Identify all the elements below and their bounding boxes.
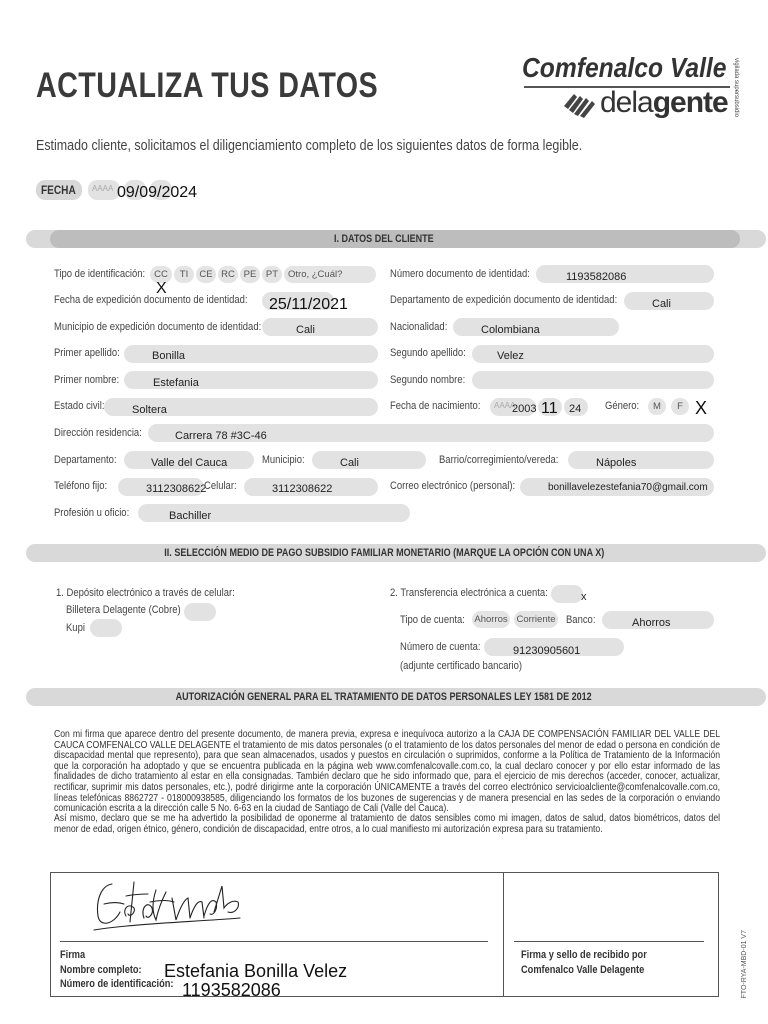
birth-day-value: 24	[569, 403, 582, 415]
id-type-label: Tipo de identificación:	[54, 268, 146, 280]
exp-city-label: Municipio de expedición documento de identidad:	[54, 321, 262, 333]
gender-m[interactable]: M	[648, 398, 666, 415]
birth-year-placeholder: AAAA	[494, 401, 516, 410]
legal-paragraph-2: Así mismo, declaro que se me ha advertido la posibilidad de oponerme al tratamiento de datos sensibles como mi imagen, datos de salud, datos biométricos, datos del menor de edad, origen étnico, género, condición de discapacidad, entre otros, a lo cual manifiesto mi autorización expresa para su tratamiento.	[54, 813, 721, 835]
fullname-value: Estefania Bonilla Velez	[164, 961, 348, 981]
signature-divider	[503, 872, 504, 996]
nationality-label: Nacionalidad:	[390, 321, 448, 333]
email-value: bonillavelezestefania70@gmail.com	[548, 482, 708, 493]
id-type-ce[interactable]: CE	[196, 266, 216, 283]
id-type-rc[interactable]: RC	[218, 266, 238, 283]
surname1-label: Primer apellido:	[54, 347, 120, 359]
id-number-label: Número de identificación:	[60, 978, 174, 990]
exp-date-value: 25/11/2021	[269, 296, 348, 313]
fecha-value: 09/09/2024	[117, 184, 198, 201]
birth-year-value: 2003	[512, 403, 537, 415]
fecha-label: FECHA	[41, 183, 76, 197]
barrio-field[interactable]	[568, 451, 714, 469]
intro-text: Estimado cliente, solicitamos el diligenciamiento completo de los siguientes datos de forma legible.	[36, 138, 583, 154]
surname1-value: Bonilla	[152, 350, 186, 362]
section1-title: I. DATOS DEL CLIENTE	[334, 233, 434, 245]
id-type-other[interactable]: Otro, ¿Cuál?	[284, 266, 376, 283]
account-number-label: Número de cuenta:	[400, 641, 481, 653]
name1-value: Estefania	[153, 377, 199, 389]
opt2-label: 2. Transferencia electrónica a cuenta:	[390, 587, 548, 599]
fullname-label: Nombre completo:	[60, 964, 142, 976]
bank-label: Banco:	[566, 614, 596, 626]
surname2-label: Segundo apellido:	[390, 347, 466, 359]
dept-label: Departamento:	[54, 454, 117, 466]
nationality-value: Colombiana	[481, 324, 540, 336]
opt1-kupi-check[interactable]	[90, 619, 122, 637]
gender-label: Género:	[605, 400, 640, 412]
account-type-label: Tipo de cuenta:	[400, 614, 465, 626]
name2-label: Segundo nombre:	[390, 374, 466, 386]
address-label: Dirección residencia:	[54, 427, 142, 439]
brand-subtitle	[600, 86, 728, 120]
opt2-check[interactable]	[551, 585, 583, 603]
mobile-value: 3112308622	[272, 483, 333, 495]
brand-logo-icon	[562, 88, 598, 123]
id-type-mark: X	[156, 280, 167, 297]
birth-label: Fecha de nacimiento:	[390, 400, 481, 412]
id-type-pe[interactable]: PE	[240, 266, 260, 283]
name2-field[interactable]	[472, 371, 714, 389]
legal-paragraph-1: Con mi firma que aparece dentro del presente documento, de manera previa, expresa e inequívoca autorizo a la CAJA DE COMPENSACIÓN FAMILIAR DEL VALLE DEL CAUCA COMFENALCO VALLE DELAGENTE el tratamiento de mis datos personales (o el tratamiento de los datos personales del menor de edad o persona en condición de discapacidad mental que represento), para que sean almacenados, usados y puestos en circulación o suprimidos, conforme a la Política de Tratamiento de la Información que la corporación ha adoptado y que se encuentra publicada en la página web www.comfenalcovalle.com.co, la cual declaro conocer y por ello estar informado de las finalidades de dicho tratamiento al estar en ella consignadas. También declaro que he sido informado que, para el ejercicio de mis derechos (acceder, conocer, actualizar, rectificar, suprimir mis datos personales, etc.), podré dirigirme ante la corporación ÚNICAMENTE a través del correo electrónico servicioalcliente@comfenalcovalle.com.co, líneas telefónicas 8862727 - 018000938585, diligenciando los formatos de los buzones de sugerencias y de manera presencial en las sedes de la corporación o enviando comunicación escrita a la dirección calle 5 No. 6-63 en la ciudad de Santiago de Cali (Valle del Cauca).	[54, 729, 721, 815]
opt1-kupi-label: Kupi	[66, 622, 85, 634]
stamp-label-1: Firma y sello de recibido por	[521, 949, 647, 961]
profession-label: Profesión u oficio:	[54, 507, 130, 519]
section3-title: AUTORIZACIÓN GENERAL PARA EL TRATAMIENTO DE DATOS PERSONALES LEY 1581 DE 2012	[175, 691, 592, 703]
brand-vertical-tag: vigilada supersubsidio	[733, 58, 739, 118]
firma-label: Firma	[60, 949, 86, 961]
city-value: Cali	[340, 457, 359, 469]
id-type-pt[interactable]: PT	[262, 266, 282, 283]
section2-title: II. SELECCIÓN MEDIO DE PAGO SUBSIDIO FAMILIAR MONETARIO (MARQUE LA OPCIÓN CON UNA X)	[163, 547, 604, 559]
stamp-line	[514, 941, 704, 942]
opt1-wallet-label: Billetera Delagente (Cobre)	[66, 604, 181, 616]
exp-dept-label: Departamento de expedición documento de identidad:	[390, 294, 618, 306]
civil-value: Soltera	[132, 404, 167, 416]
email-label: Correo electrónico (personal):	[390, 480, 516, 492]
opt2-mark: x	[581, 591, 587, 603]
exp-city-value: Cali	[296, 324, 315, 336]
bank-value: Ahorros	[632, 617, 671, 629]
brand-name: Comfenalco Valle	[522, 52, 727, 83]
dept-value: Valle del Cauca	[151, 457, 228, 469]
city-field[interactable]	[312, 451, 426, 469]
brand-sub-bold: gente	[652, 86, 728, 119]
gender-mark: X	[695, 398, 708, 418]
brand-sub-light: dela	[600, 86, 653, 119]
exp-dept-value: Cali	[652, 298, 671, 310]
signature-image-icon	[90, 872, 250, 947]
account-type-corriente[interactable]: Corriente	[514, 611, 558, 628]
surname2-value: Velez	[497, 350, 524, 362]
exp-city-field[interactable]	[262, 318, 378, 336]
city-label: Municipio:	[262, 454, 305, 466]
phone-value: 3112308622	[146, 483, 207, 495]
profession-value: Bachiller	[169, 510, 212, 522]
account-number-value: 91230905601	[513, 645, 581, 657]
phone-label: Teléfono fijo:	[54, 480, 108, 492]
name1-label: Primer nombre:	[54, 374, 120, 386]
gender-f[interactable]: F	[671, 398, 689, 415]
form-code: FTO-RYA-MBD-01 V7	[741, 930, 748, 999]
id-type-ti[interactable]: TI	[174, 266, 194, 283]
id-number-value: 1193582086	[182, 980, 281, 1000]
id-type-cc[interactable]: CC	[150, 266, 172, 283]
address-value: Carrera 78 #3C-46	[175, 430, 267, 442]
opt1-label: 1. Depósito electrónico a través de celular:	[56, 587, 235, 599]
signature-line	[60, 941, 488, 942]
page-title: ACTUALIZA TUS DATOS	[36, 66, 379, 105]
barrio-label: Barrio/corregimiento/vereda:	[439, 454, 559, 466]
fecha-year-placeholder: AAAA	[92, 184, 114, 193]
doc-number-label: Número documento de identidad:	[390, 268, 530, 280]
attach-note: (adjunte certificado bancario)	[400, 660, 522, 672]
opt1-wallet-check[interactable]	[184, 603, 216, 621]
exp-date-label: Fecha de expedición documento de identidad:	[54, 294, 248, 306]
barrio-value: Nápoles	[596, 457, 637, 469]
mobile-label: Celular:	[204, 480, 237, 492]
account-type-ahorros[interactable]: Ahorros	[472, 611, 510, 628]
doc-number-value: 1193582086	[566, 271, 627, 283]
stamp-label-2: Comfenalco Valle Delagente	[521, 964, 645, 976]
birth-month-value: 11	[541, 400, 558, 417]
civil-label: Estado civil:	[54, 400, 105, 412]
